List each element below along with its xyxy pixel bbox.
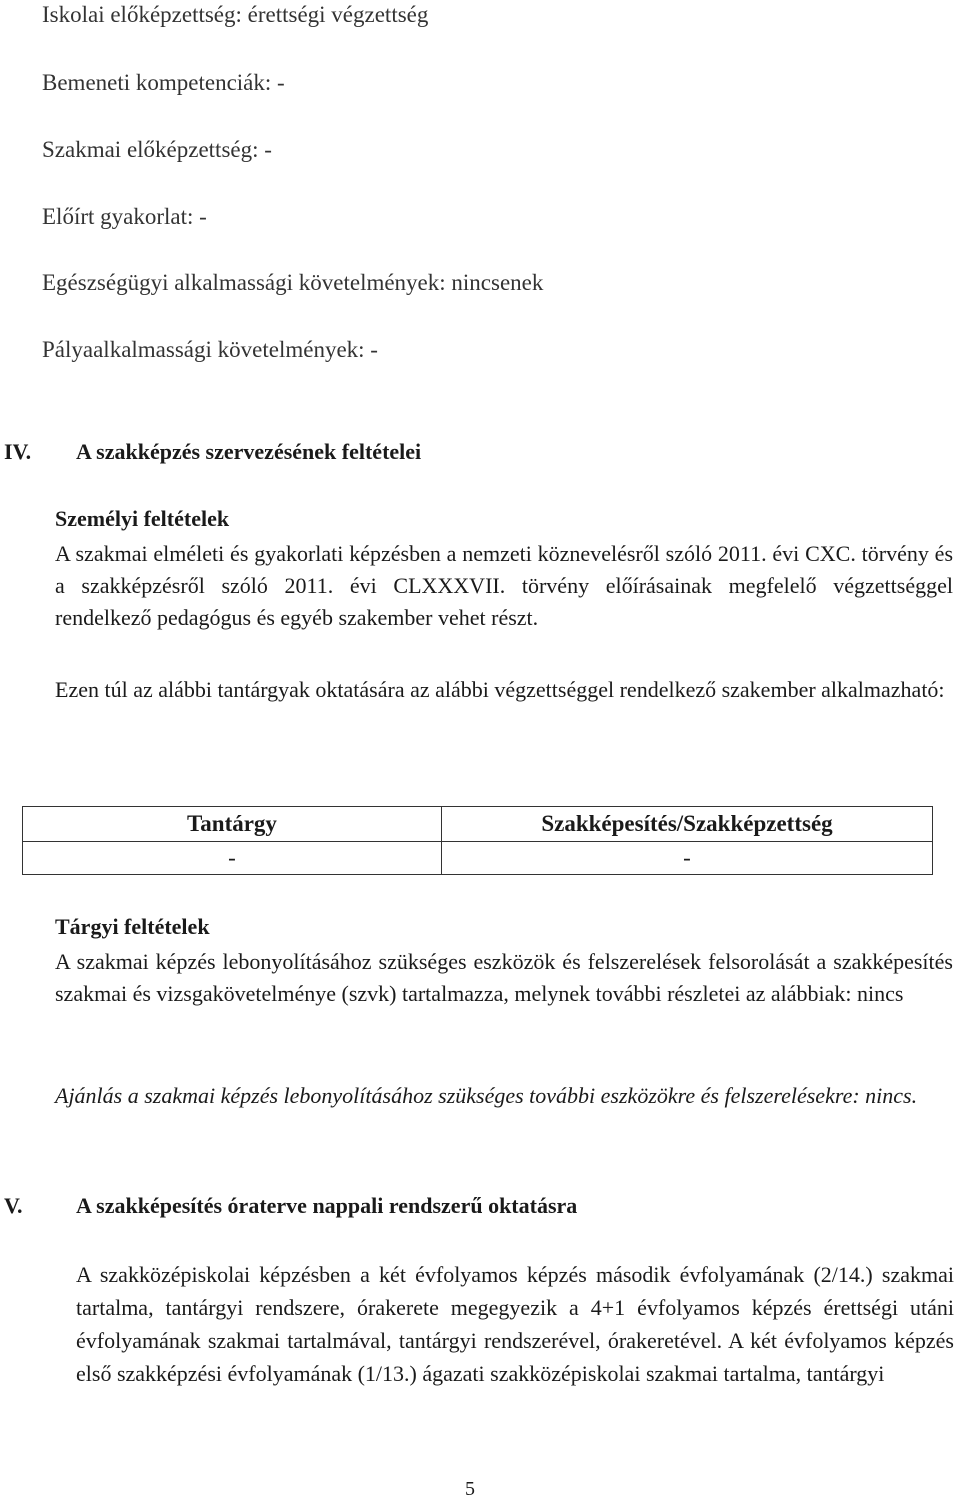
equipment-recommendation: Ajánlás a szakmai képzés lebonyolításához szükséges további eszközökre és felszerelésekre: nincs.	[55, 1083, 918, 1108]
requirement-prescribed-practice: Előírt gyakorlat: -	[42, 204, 207, 229]
subject-qualification-table	[22, 806, 933, 875]
section-5-title: A szakképesítés óraterve nappali rendszerű oktatásra	[76, 1193, 578, 1218]
section-4-title: A szakképzés szervezésének feltételei	[76, 439, 422, 464]
page-number: 5	[465, 1478, 475, 1500]
requirement-health-suitability: Egészségügyi alkalmassági követelmények: nincsenek	[42, 270, 544, 295]
section-5-number: V.	[4, 1193, 23, 1218]
section-4-number: IV.	[4, 439, 32, 464]
personal-conditions-extra-paragraph: Ezen túl az alábbi tantárgyak oktatására az alábbi végzettséggel rendelkező szakember alkalmazható:	[55, 677, 945, 702]
table-header-subject: Tantárgy	[23, 807, 442, 842]
requirement-entry-competencies: Bemeneti kompetenciák: -	[42, 70, 285, 95]
material-conditions-paragraph: A szakmai képzés lebonyolításához szükséges eszközök és felszerelések felsorolását a szakképesítés szakmai és vizsgakövetelménye (szvk) tartalmazza, melynek további részletei az alábbiak: nincs	[55, 949, 953, 1006]
requirement-career-suitability: Pályaalkalmassági követelmények: -	[42, 337, 378, 362]
table-row	[23, 842, 933, 875]
requirement-professional-prequalification: Szakmai előképzettség: -	[42, 137, 272, 162]
personal-conditions-heading: Személyi feltételek	[55, 506, 230, 531]
section-5-paragraph: A szakközépiskolai képzésben a két évfolyamos képzés második évfolyamának (2/14.) szakmai tartalma, tantárgyi rendszere, órakerete megegyezik a 4+1 évfolyamos képzés érettségi utáni évfolyamának szakmai tartalmával, tantárgyi rendszerével, órakeretével. A két évfolyamos képzés első szakképzési évfolyamának (1/13.) ágazati szakközépiskolai szakmai tartalma, tantárgyi	[76, 1262, 954, 1386]
personal-conditions-paragraph: A szakmai elméleti és gyakorlati képzésben a nemzeti köznevelésről szóló 2011. évi CXC. törvény és a szakképzésről szóló 2011. évi CLXXXVII. törvény előírásainak megfelelő végzettséggel rendelkező pedagógus és egyéb szakember vehet részt.	[55, 541, 953, 630]
table-header-qualification: Szakképesítés/Szakképzettség	[442, 807, 933, 842]
table-header-row	[23, 807, 933, 842]
table-cell-subject: -	[23, 842, 442, 875]
table-cell-qualification: -	[442, 842, 933, 875]
requirement-school-prequalification: Iskolai előképzettség: érettségi végzettség	[42, 2, 429, 27]
material-conditions-heading: Tárgyi feltételek	[55, 914, 210, 939]
